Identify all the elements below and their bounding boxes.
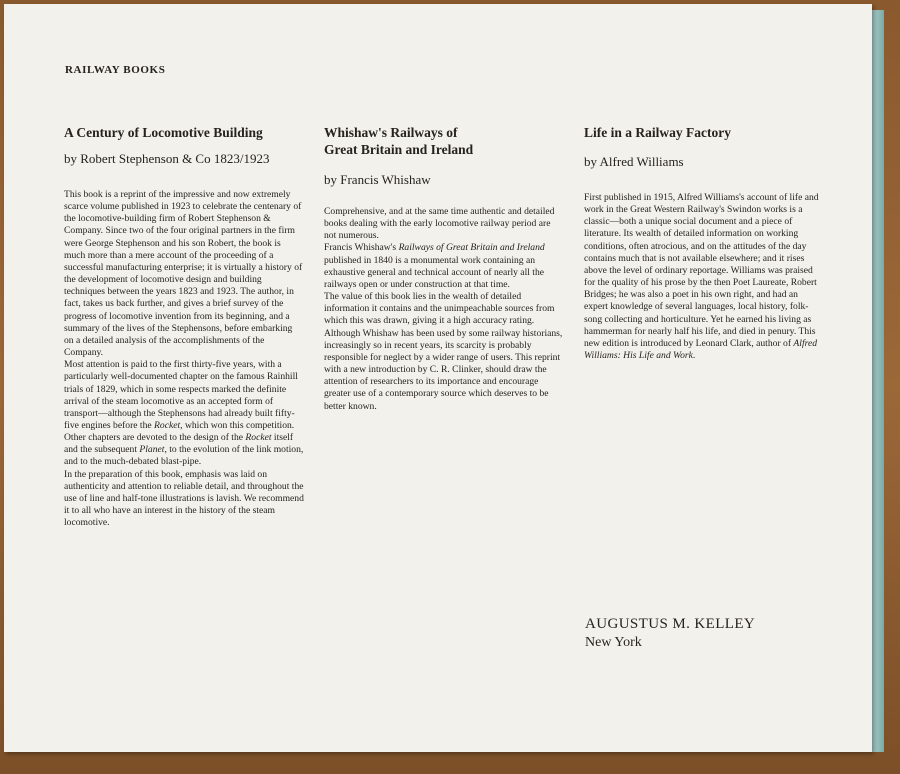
section-heading: RAILWAY BOOKS: [65, 64, 166, 76]
book-column-1: [64, 124, 304, 529]
book-column-3: [584, 124, 824, 362]
book-author: by Alfred Williams: [584, 154, 684, 169]
publisher-name: AUGUSTUS M. KELLEY: [585, 616, 756, 632]
description-paragraph: In the preparation of this book, emphasis was laid on authenticity and attention to reliable detail, and throughout the use of line and half-tone illustrations is lavish. We recommend it to all who have an interest in the history of the steam locomotive.: [64, 468, 304, 529]
book-description: [324, 206, 564, 413]
description-paragraph: Francis Whishaw's Railways of Great Britain and Ireland published in 1840 is a monumental work containing an exhaustive general and technical account of nearly all the railways open or under construction at that time.: [324, 242, 545, 290]
description-paragraph: Most attention is paid to the first thirty-five years, with a particularly well-documented chapter on the famous Rainhill trials of 1829, which in some respects marked the definite arrival of the steam locomotive as an accepted form of transport—although the Stephensons had already built fifty-five engines before the Rocket, which won this competition. Other chapters are devoted to the design of the Rocket itself and the subsequent Planet, to the evolution of the link motion, and to the much-debated blast-pipe.: [64, 359, 304, 468]
book-title: A Century of Locomotive Building: [64, 125, 263, 140]
book-author: by Francis Whishaw: [324, 172, 431, 187]
publisher-imprint: [585, 616, 755, 651]
book-description: [584, 192, 824, 362]
book-title: Life in a Railway Factory: [584, 125, 731, 140]
description-paragraph: This book is a reprint of the impressive and now extremely scarce volume published in 1923 to celebrate the centenary of the locomotive-building firm of Robert Stephenson & Company. Since two of the four original partners in the firm were George Stephenson and his son Robert, the book is much more than a mere account of the proceeding of a successful manufacturing enterprise; it is virtually a history of the development of locomotive design and building techniques between the years 1823 and 1923. The author, in fact, takes us back further, and gives a brief survey of the progress of locomotive invention from its beginning, and a summary of the lives of the Stephensons, before embarking on a detailed analysis of the accomplishments of the Company.: [64, 189, 303, 359]
description-paragraph: Although Whishaw has been used by some railway historians, increasingly so in recent years, its scarcity is probably responsible for neglect by a wider range of users. This reprint with a new introduction by C. R. Clinker, should draw the attention of researchers to its importance and encourage greater use of a contemporary source which deserves to be better known.: [324, 327, 563, 412]
description-paragraph: First published in 1915, Alfred Williams's account of life and work in the Great Western Railway's Swindon works is a classic—both a unique social document and a piece of literature. Its wealth of detailed information on working conditions, often atrocious, and on the attitudes of the day contains much that is not available elsewhere; and it rises above the level of ordinary reportage. Williams was praised for the quality of his prose by the then Poet Laureate, Robert Bridges; he was also a poet in his own right, and had an expert knowledge of several languages, local history, folk-song collecting and horticulture. Yet he earned his living as hammerman for nearly half his life, and died in penury. This new edition is introduced by Leonard Clark, author of Alfred Williams: His Life and Work.: [584, 192, 819, 362]
book-title: Whishaw's Railways of Great Britain and Ireland: [324, 125, 474, 157]
publisher-city: New York: [585, 635, 642, 650]
book-description: [64, 189, 304, 529]
book-author: by Robert Stephenson & Co 1823/1923: [64, 151, 270, 166]
description-paragraph: The value of this book lies in the wealth of detailed information it contains and the unimpeachable sources from which this was drawn, giving it a high accuracy rating.: [324, 291, 555, 327]
book-column-2: [324, 124, 564, 413]
description-paragraph: Comprehensive, and at the same time authentic and detailed books dealing with the early locomotive railway period are not numerous.: [324, 206, 555, 242]
dust-jacket-back-page: [4, 4, 872, 752]
